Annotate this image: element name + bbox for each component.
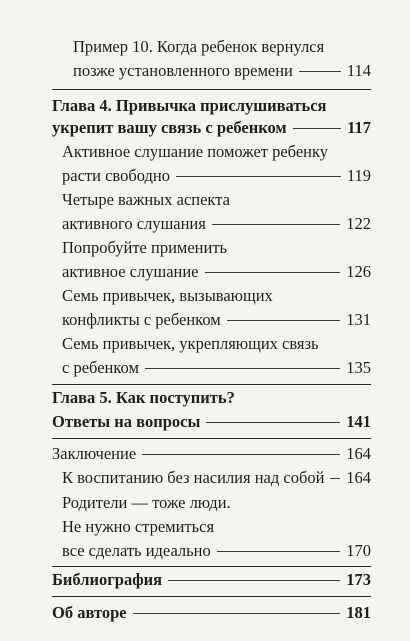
- toc-entry-label: Об авторе: [52, 603, 127, 622]
- toc-entry-conclusion[interactable]: [52, 444, 371, 464]
- toc-entry-example10-line1: Пример 10. Когда ребенок вернулся: [73, 37, 325, 56]
- toc-entry-chapter-5[interactable]: [52, 412, 371, 432]
- toc-entry-four-aspects[interactable]: [62, 214, 371, 234]
- toc-entry-label: К воспитанию без насилия над собой: [62, 468, 325, 487]
- toc-entry-label: Ответы на вопросы: [52, 412, 201, 431]
- toc-entry-try-apply[interactable]: [62, 262, 371, 282]
- page-number: 126: [346, 262, 371, 281]
- toc-entry-label: активного слушания: [62, 214, 206, 233]
- toc-entry-parents-line2: Не нужно стремиться: [62, 517, 215, 536]
- page-number: 173: [346, 570, 371, 589]
- toc-entry-seven-strengthen[interactable]: [62, 358, 371, 378]
- dot-leader: [330, 478, 340, 479]
- toc-entry-label: с ребенком: [62, 358, 139, 377]
- dot-leader: [142, 454, 340, 455]
- toc-entry-try-apply-line1: Попробуйте применить: [62, 238, 228, 257]
- toc-entry-label: расти свободно: [62, 166, 170, 185]
- page-number: 117: [347, 118, 371, 137]
- page-number: 131: [346, 310, 371, 329]
- dot-leader: [176, 176, 341, 177]
- page-number: 119: [346, 166, 371, 185]
- toc-entry-label: активное слушание: [62, 262, 199, 281]
- toc-entry-upbringing[interactable]: [62, 468, 371, 488]
- page-number: 122: [346, 214, 371, 233]
- dot-leader: [217, 551, 340, 552]
- chapter-4-title-line1: Глава 4. Привычка прислушиваться: [52, 96, 327, 115]
- toc-entry-active-listening[interactable]: [62, 166, 371, 186]
- dot-leader: [227, 320, 341, 321]
- dot-leader: [212, 224, 340, 225]
- toc-entry-seven-strengthen-line1: Семь привычек, укрепляющих связь: [62, 334, 319, 353]
- toc-entry-seven-conflict-line1: Семь привычек, вызывающих: [62, 286, 273, 305]
- page-number: 164: [346, 444, 371, 463]
- toc-entry-four-aspects-line1: Четыре важных аспекта: [62, 190, 230, 209]
- toc-entry-label: все сделать идеально: [62, 541, 211, 560]
- toc-entry-parents[interactable]: [62, 541, 371, 561]
- toc-entry-label: позже установленного времени: [73, 61, 293, 80]
- section-divider: [52, 566, 371, 567]
- section-divider: [52, 89, 371, 90]
- dot-leader: [205, 272, 341, 273]
- section-divider: [52, 596, 371, 597]
- page-number: 170: [346, 541, 371, 560]
- toc-entry-chapter-4[interactable]: [52, 118, 371, 138]
- page-number: 114: [346, 61, 371, 80]
- section-divider: [52, 438, 371, 439]
- page-number: 181: [346, 603, 371, 622]
- page-number: 135: [346, 358, 371, 377]
- toc-entry-label: укрепит вашу связь с ребенком: [52, 118, 287, 137]
- chapter-5-title-line1: Глава 5. Как поступить?: [52, 388, 235, 407]
- toc-entry-active-listening-line1: Активное слушание поможет ребенку: [62, 142, 329, 161]
- toc-entry-bibliography[interactable]: [52, 570, 371, 590]
- dot-leader: [168, 580, 340, 581]
- dot-leader: [133, 613, 341, 614]
- dot-leader: [299, 71, 341, 72]
- section-divider: [52, 384, 371, 385]
- page-number: 141: [346, 412, 371, 431]
- toc-entry-parents-line1: Родители — тоже люди.: [62, 493, 231, 512]
- toc-entry-label: Библиография: [52, 570, 163, 589]
- dot-leader: [206, 422, 340, 423]
- toc-entry-example10[interactable]: [73, 61, 371, 81]
- dot-leader: [293, 128, 341, 129]
- dot-leader: [145, 368, 340, 369]
- page-number: 164: [346, 468, 371, 487]
- toc-entry-seven-conflict[interactable]: [62, 310, 371, 330]
- toc-entry-label: Заключение: [52, 444, 137, 463]
- toc-entry-label: конфликты с ребенком: [62, 310, 221, 329]
- toc-entry-about-author[interactable]: [52, 603, 371, 623]
